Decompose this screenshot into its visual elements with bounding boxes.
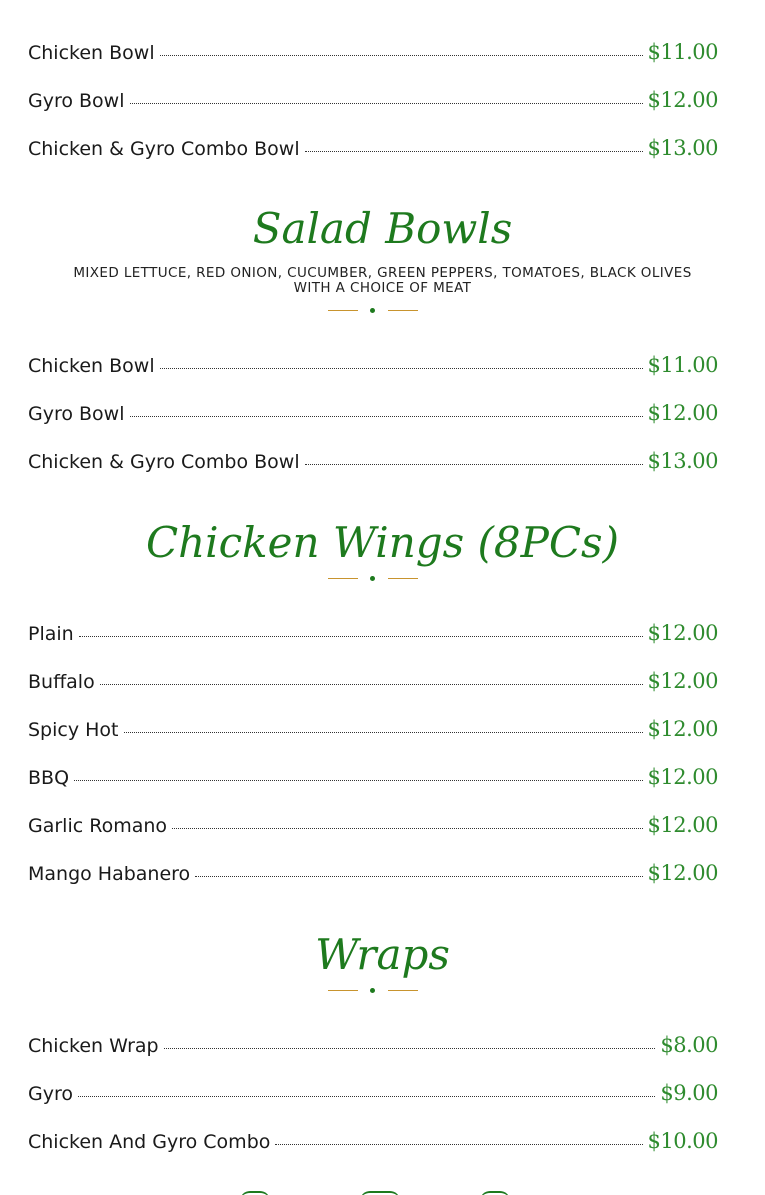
dot-leader <box>124 732 643 733</box>
previous-section-title-remnant <box>0 0 765 8</box>
menu-item-salad-combo-bowl <box>28 449 718 475</box>
item-price: $12.00 <box>647 861 718 885</box>
item-price: $12.00 <box>647 717 718 741</box>
section-title-chicken-wings: Chicken Wings (8PCs) <box>146 518 619 567</box>
item-name: Buffalo <box>28 671 95 693</box>
item-price: $12.00 <box>647 401 718 425</box>
item-price: $11.00 <box>647 40 718 64</box>
dot-leader <box>130 416 643 417</box>
item-price: $13.00 <box>647 136 718 160</box>
menu-item-chicken-wrap <box>28 1033 718 1059</box>
menu-item-wings-bbq <box>28 765 718 791</box>
item-name: Chicken Bowl <box>28 355 155 377</box>
item-name: Plain <box>28 623 74 645</box>
menu-item-wings-spicy-hot <box>28 717 718 743</box>
item-name: Spicy Hot <box>28 719 119 741</box>
item-name: Chicken Bowl <box>28 42 155 64</box>
item-name: Chicken Wrap <box>28 1035 159 1057</box>
dot-leader <box>160 55 643 56</box>
item-name: Gyro <box>28 1083 73 1105</box>
dot-leader <box>160 368 643 369</box>
dot-leader <box>275 1144 642 1145</box>
item-name: Chicken & Gyro Combo Bowl <box>28 138 300 160</box>
dot-leader <box>74 780 642 781</box>
item-name: Garlic Romano <box>28 815 168 837</box>
section-title-wraps: Wraps <box>315 930 450 979</box>
dot-leader <box>130 103 643 104</box>
item-name: Chicken & Gyro Combo Bowl <box>28 451 300 473</box>
menu-item-wings-buffalo <box>28 669 718 695</box>
item-price: $13.00 <box>647 449 718 473</box>
next-section-title-remnant <box>0 1189 765 1195</box>
dot-leader <box>164 1048 656 1049</box>
dot-leader <box>79 636 643 637</box>
menu-item-combo-bowl <box>28 136 718 162</box>
dot-leader <box>100 684 643 685</box>
dot-leader <box>305 464 643 465</box>
item-price: $12.00 <box>647 813 718 837</box>
item-price: $11.00 <box>647 353 718 377</box>
item-price: $9.00 <box>660 1081 718 1105</box>
item-name: Gyro Bowl <box>28 90 125 112</box>
section-divider <box>328 987 418 995</box>
item-name: Mango Habanero <box>28 863 191 885</box>
item-price: $12.00 <box>647 621 718 645</box>
item-price: $10.00 <box>647 1129 718 1153</box>
dot-leader <box>172 828 643 829</box>
menu-item-salad-gyro-bowl <box>28 401 718 427</box>
item-price: $12.00 <box>647 88 718 112</box>
item-name: BBQ <box>28 767 70 789</box>
section-divider <box>328 307 418 315</box>
item-price: $8.00 <box>660 1033 718 1057</box>
menu-item-wings-plain <box>28 621 718 647</box>
item-name: Chicken And Gyro Combo <box>28 1131 271 1153</box>
dot-leader <box>305 151 643 152</box>
section-divider <box>328 575 418 583</box>
dot-leader <box>78 1096 655 1097</box>
section-description-line2: WITH A CHOICE OF MEAT <box>293 280 472 296</box>
item-price: $12.00 <box>647 765 718 789</box>
section-title-salad-bowls: Salad Bowls <box>252 204 513 253</box>
section-description-line1: MIXED LETTUCE, RED ONION, CUCUMBER, GREEN PEPPERS, TOMATOES, BLACK OLIVES <box>73 265 692 281</box>
item-price: $12.00 <box>647 669 718 693</box>
menu-item-gyro-bowl <box>28 88 718 114</box>
menu-item-wings-mango-habanero <box>28 861 718 887</box>
menu-item-combo-wrap <box>28 1129 718 1155</box>
dot-leader <box>195 876 642 877</box>
item-name: Gyro Bowl <box>28 403 125 425</box>
menu-item-chicken-bowl <box>28 40 718 66</box>
menu-item-wings-garlic-romano <box>28 813 718 839</box>
menu-item-gyro-wrap <box>28 1081 718 1107</box>
menu-item-salad-chicken-bowl <box>28 353 718 379</box>
